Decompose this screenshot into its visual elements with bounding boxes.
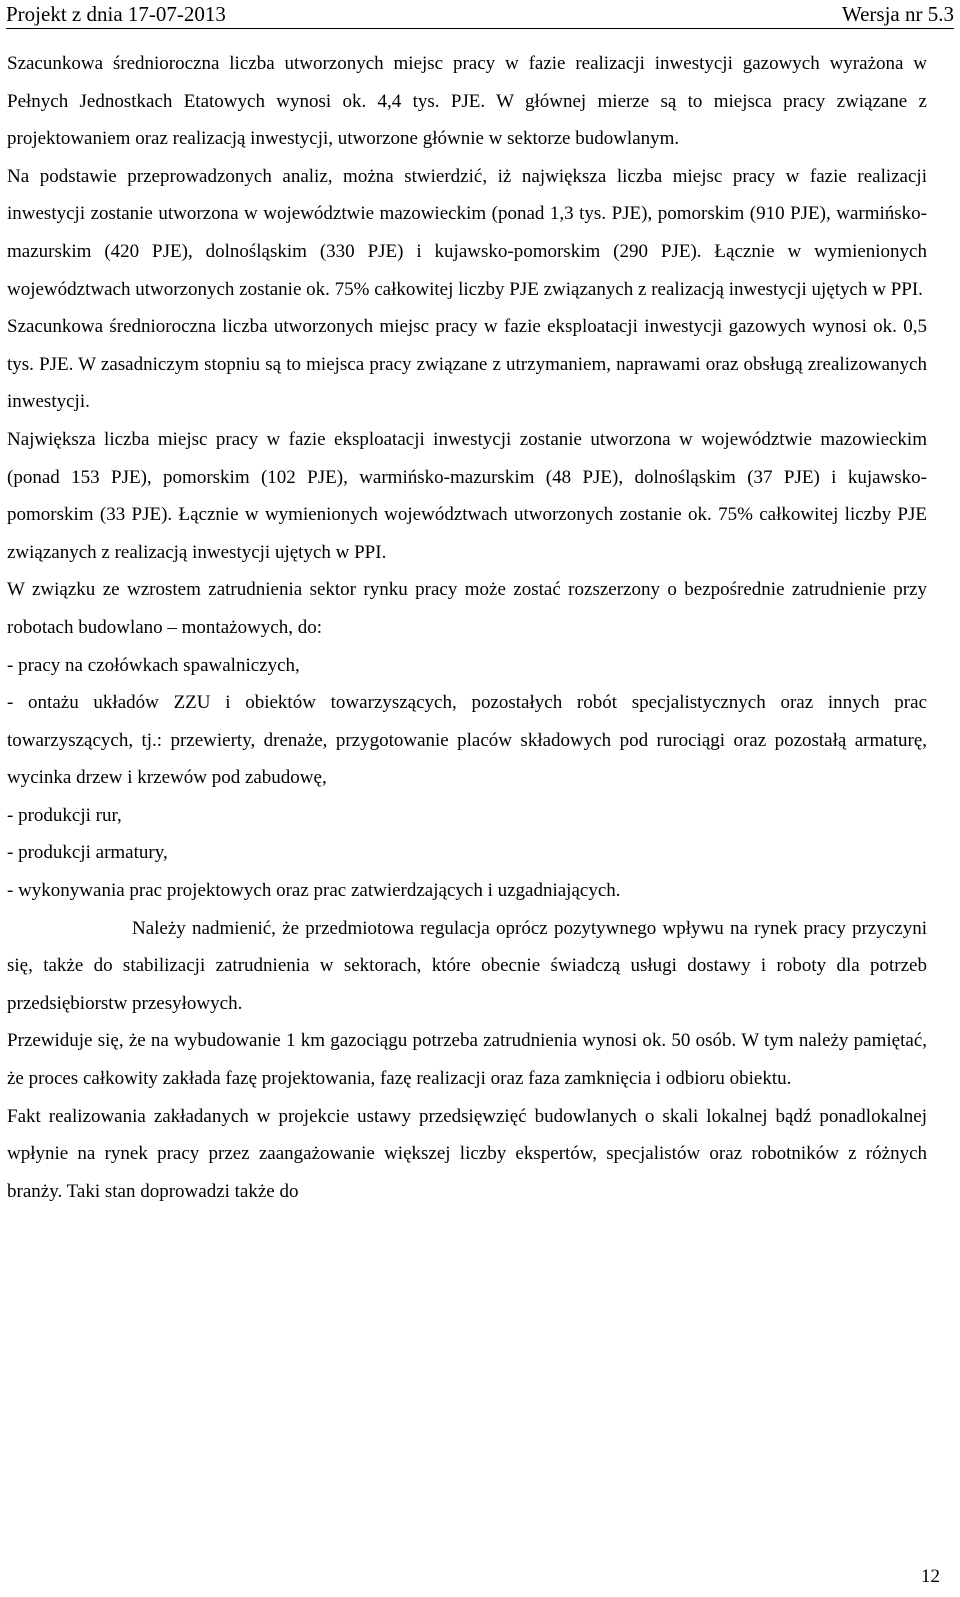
paragraph: Przewiduje się, że na wybudowanie 1 km gazociągu potrzeba zatrudnienia wynosi ok. 50 osób. W tym należy pamiętać, że proces całkowity zakłada fazę projektowania, fazę realizacji oraz faza zamknięcia i odbioru obiektu. — [7, 1030, 927, 1090]
paragraph: Największa liczba miejsc pracy w fazie eksploatacji inwestycji zostanie utworzona w województwie mazowieckim (ponad 153 PJE), pomorskim (102 PJE), warmińsko-mazurskim (48 PJE), dolnośląskim (37 PJE) i kujawsko-pomorskim (33 PJE). Łącznie w wymienionych województwach utworzonych zostanie ok. 75% całkowitej liczby PJE związanych z realizacją inwestycji ujętych w PPI. — [7, 428, 927, 563]
paragraph: Szacunkowa średnioroczna liczba utworzonych miejsc pracy w fazie eksploatacji inwestycji gazowych wynosi ok. 0,5 tys. PJE. W zasadniczym stopniu są to miejsca pracy związane z utrzymaniem, naprawami oraz obsługą zrealizowanych inwestycji. — [7, 316, 927, 413]
paragraph: Szacunkowa średnioroczna liczba utworzonych miejsc pracy w fazie realizacji inwestycji gazowych wyrażona w Pełnych Jednostkach Etatowych wynosi ok. 4,4 tys. PJE. W głównej mierze są to miejsca pracy związane z projektowaniem oraz realizacją inwestycji, utworzone głównie w sektorze budowlanym. — [7, 53, 927, 150]
list-item: - wykonywania prac projektowych oraz prac zatwierdzających i uzgadniających. — [7, 880, 621, 902]
list-item: - produkcji armatury, — [7, 842, 168, 864]
list-item: - produkcji rur, — [7, 804, 122, 826]
header-version: Wersja nr 5.3 — [841, 2, 954, 26]
list-item: - ontażu układów ZZU i obiektów towarzyszących, pozostałych robót specjalistycznych oraz innych prac towarzyszących, tj.: przewierty, drenaże, przygotowanie placów składowych pod rurociągi oraz pozostałą armaturę, wycinka drzew i krzewów pod zabudowę, — [7, 692, 927, 789]
paragraph: W związku ze wzrostem zatrudnienia sektor rynku pracy może zostać rozszerzony o bezpośrednie zatrudnienie przy robotach budowlano – montażowych, do: — [7, 579, 927, 638]
list-item: - pracy na czołówkach spawalniczych, — [7, 654, 300, 676]
paragraph: Fakt realizowania zakładanych w projekcie ustawy przedsięwzięć budowlanych o skali lokalnej bądź ponadlokalnej wpłynie na rynek pracy przez zaangażowanie większej liczby ekspertów, specjalistów oraz robotników z różnych branży. Taki stan doprowadzi także do — [7, 1105, 927, 1202]
page-header — [6, 0, 954, 29]
paragraph: Na podstawie przeprowadzonych analiz, można stwierdzić, iż największa liczba miejsc pracy w fazie realizacji inwestycji zostanie utworzona w województwie mazowieckim (ponad 1,3 tys. PJE), pomorskim (910 PJE), warmińsko-mazurskim (420 PJE), dolnośląskim (330 PJE) i kujawsko-pomorskim (290 PJE). Łącznie w wymienionych województwach utworzonych zostanie ok. 75% całkowitej liczby PJE związanych z realizacją inwestycji ujętych w PPI. — [7, 165, 927, 300]
document-body — [7, 45, 927, 1210]
paragraph: Należy nadmienić, że przedmiotowa regulacja oprócz pozytywnego wpływu na rynek pracy przyczyni się, także do stabilizacji zatrudnienia w sektorach, które obecnie świadczą usługi dostawy i roboty dla potrzeb przedsiębiorstw przesyłowych. — [7, 917, 927, 1014]
page-number: 12 — [921, 1566, 940, 1587]
header-project-date: Projekt z dnia 17-07-2013 — [6, 2, 226, 26]
